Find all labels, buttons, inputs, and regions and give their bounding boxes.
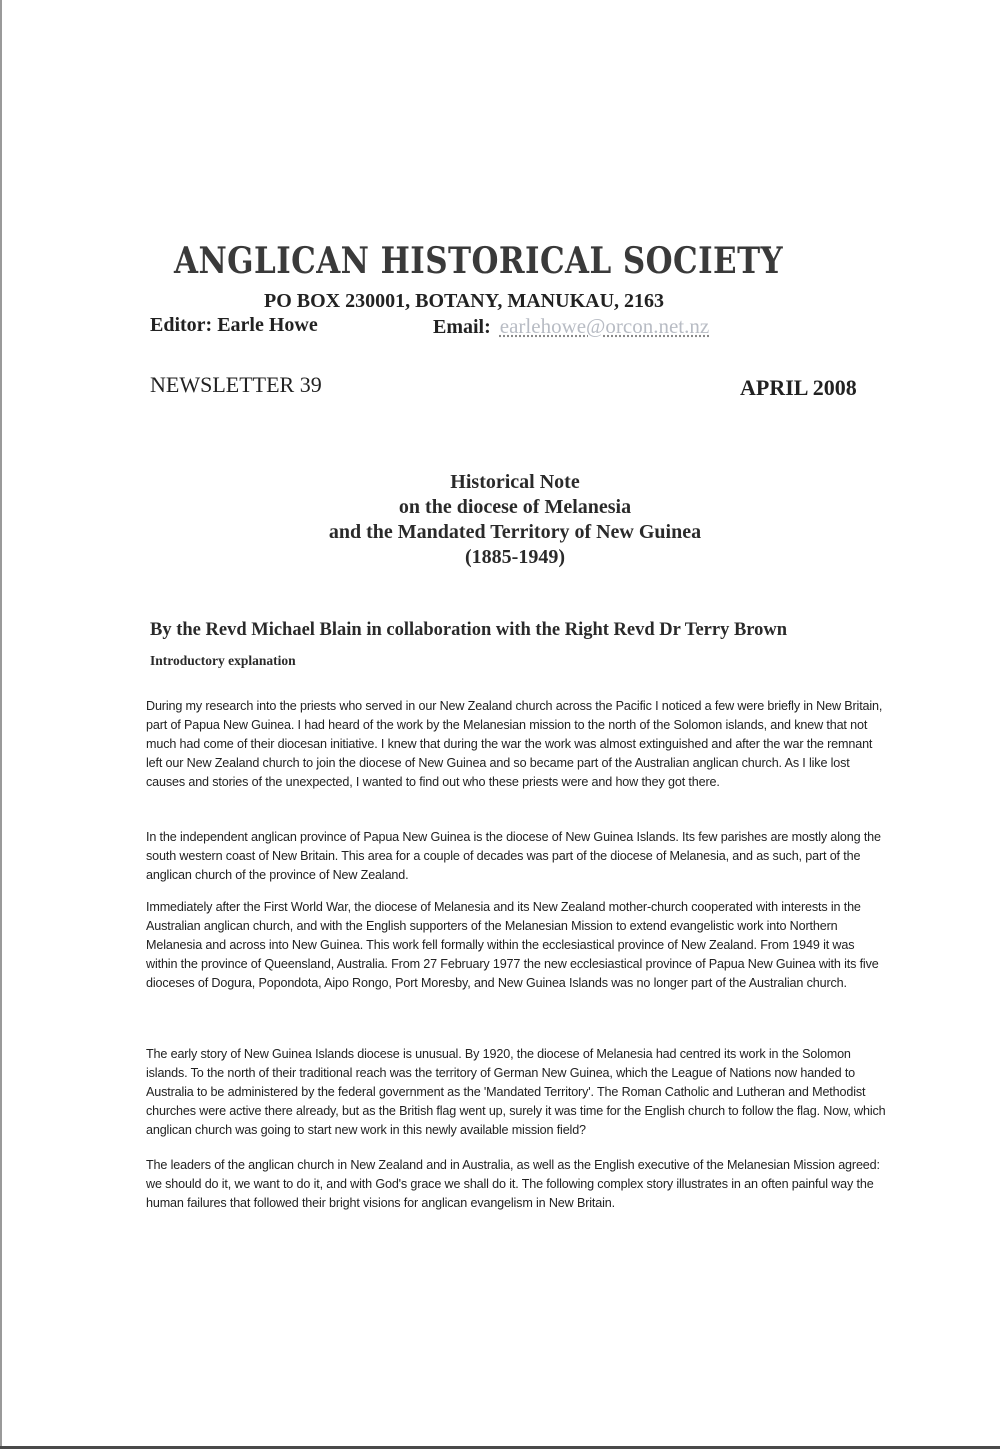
- newsletter-number: NEWSLETTER 39: [150, 372, 322, 397]
- issue-date: APRIL 2008: [740, 375, 857, 400]
- postal-address: PO BOX 230001, BOTANY, MANUKAU, 2163: [264, 290, 665, 312]
- title-line: Historical Note: [450, 471, 580, 493]
- paragraph: Immediately after the First World War, the diocese of Melanesia and its New Zealand mother-church cooperated with interests in the Australian anglican church, and with the English supporters of the Melanesian Mission to extend evangelistic work into Northern Melanesia and across into New Guinea. This work fell formally within the ecclesiastical province of New Zealand. From 1949 it was within the province of Queensland, Australia. From 27 February 1977 the new ecclesiastical province of Papua New Guinea with its five dioceses of Dogura, Popondota, Aipo Rongo, Port Moresby, and New Guinea Islands was no longer part of the Australian church.: [146, 899, 879, 990]
- scan-edge-left: [0, 0, 2, 1449]
- paragraph: The early story of New Guinea Islands diocese is unusual. By 1920, the diocese of Melanesia had centred its work in the Solomon islands. To the north of their traditional reach was the territory of German New Guinea, which the League of Nations now handed to Australia to be administered by the federal government as the 'Mandated Territory'. The Roman Catholic and Lutheran and Methodist churches were active there already, but as the British flag went up, surely it was time for the English church to follow the flag. Now, which anglican church was going to start new work in this newly available mission field?: [146, 1046, 886, 1137]
- society-title: ANGLICAN HISTORICAL SOCIETY: [174, 240, 784, 282]
- email-link[interactable]: earlehowe@orcon.net.nz: [499, 314, 710, 338]
- title-line: on the diocese of Melanesia: [398, 496, 632, 518]
- email-label: Email:: [433, 316, 491, 338]
- title-line: (1885-1949): [465, 546, 565, 568]
- byline: By the Revd Michael Blain in collaboration with the Right Revd Dr Terry Brown: [150, 620, 788, 640]
- article-title: [150, 470, 880, 570]
- title-line: and the Mandated Territory of New Guinea: [328, 521, 702, 543]
- paragraph: During my research into the priests who served in our New Zealand church across the Pacific I noticed a few were briefly in New Britain, part of Papua New Guinea. I had heard of the work by the Melanesian mission to the north of the Solomon islands, and knew that not much had come of their diocesan initiative. I knew that during the war the work was almost extinguished and after the war the remnant left our New Zealand church to join the diocese of New Guinea and so became part of the Australian anglican church. As I like lost causes and stories of the unexpected, I wanted to find out who these priests were and how they got there.: [146, 698, 883, 789]
- editor-line: Editor: Earle Howe: [150, 314, 318, 336]
- paragraph: In the independent anglican province of Papua New Guinea is the diocese of New Guinea Islands. Its few parishes are mostly along the south western coast of New Britain. This area for a couple of decades was part of the diocese of Melanesia, and as such, part of the anglican church of the province of New Zealand.: [146, 829, 881, 882]
- paragraph: The leaders of the anglican church in New Zealand and in Australia, as well as the English executive of the Melanesian Mission agreed: we should do it, we want to do it, and with God's grace we shall do it. The following complex story illustrates in an often painful way the human failures that followed their bright visions for anglican evangelism in New Britain.: [146, 1157, 880, 1210]
- email-line: [433, 314, 709, 339]
- section-heading: Introductory explanation: [150, 653, 296, 668]
